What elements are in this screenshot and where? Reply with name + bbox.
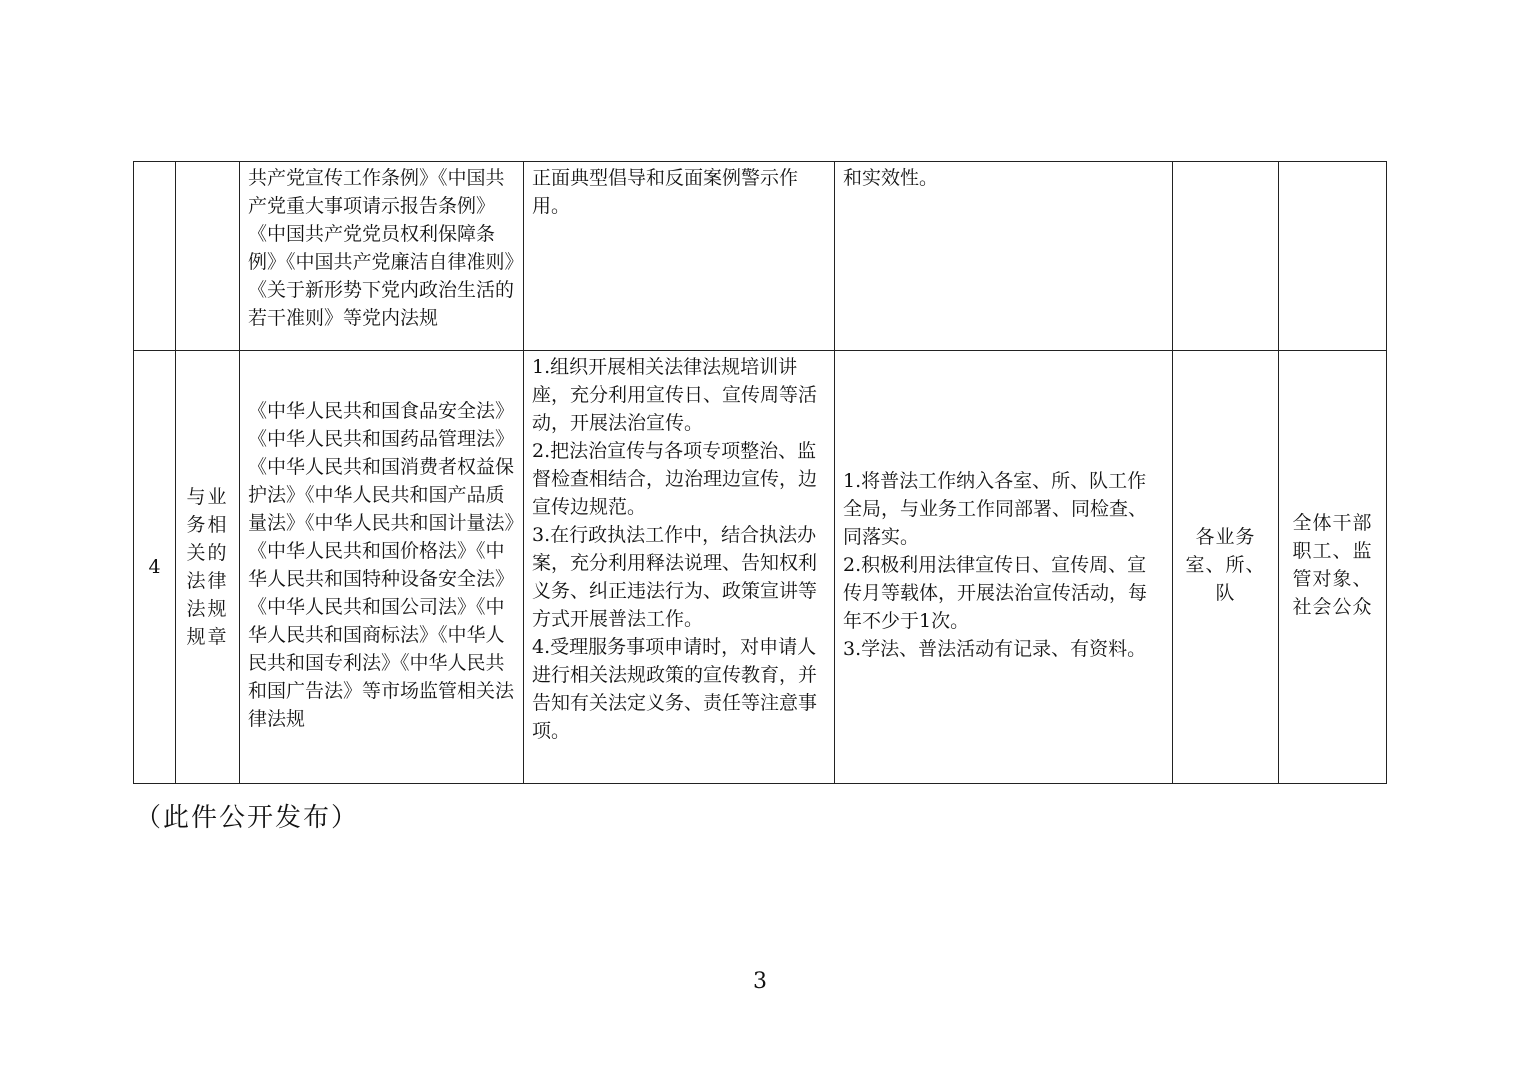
row-index-cell [134,162,176,351]
table-row [134,162,1387,351]
publication-note: （此件公开发布） [135,803,360,833]
row-index-cell: 4 [134,351,176,784]
law-publicity-table [133,161,1387,784]
requirements-cell: 1.将普法工作纳入各室、所、队工作全局，与业务工作同部署、同检查、同落实。 2.积极利用法律宣传日、宣传周、宣传月等载体，开展法治宣传活动，每年不少于1次。 3.学法、普法活动有记录、有资料。 [835,351,1173,784]
page-number: 3 [753,969,767,994]
category-cell [176,162,240,351]
responsible-unit-cell [1173,162,1279,351]
laws-cell: 《中华人民共和国食品安全法》《中华人民共和国药品管理法》《中华人民共和国消费者权益保护法》《中华人民共和国产品质量法》《中华人民共和国计量法》《中华人民共和国价格法》《中华人民共和国特种设备安全法》《中华人民共和国公司法》《中华人民共和国商标法》《中华人民共和国专利法》《中华人民共和国广告法》等市场监管相关法律法规 [240,351,524,784]
requirements-cell: 和实效性。 [835,162,1173,351]
target-audience-cell: 全体干部职工、监管对象、社会公众 [1279,351,1387,784]
category-cell: 与业务相关的法律法规规章 [176,351,240,784]
laws-cell: 共产党宣传工作条例》《中国共产党重大事项请示报告条例》《中国共产党党员权利保障条例》《中国共产党廉洁自律准则》《关于新形势下党内政治生活的若干准则》等党内法规 [240,162,524,351]
target-audience-cell [1279,162,1387,351]
measures-cell: 正面典型倡导和反面案例警示作用。 [524,162,835,351]
measures-cell: 1.组织开展相关法律法规培训讲座，充分利用宣传日、宣传周等活动，开展法治宣传。 2.把法治宣传与各项专项整治、监督检查相结合，边治理边宣传，边宣传边规范。 3.在行政执法工作中，结合执法办案，充分利用释法说理、告知权利义务、纠正违法行为、政策宣讲等方式开展普法工作。 4.受理服务事项申请时，对申请人进行相关法规政策的宣传教育，并告知有关法定义务、责任等注意事项。 [524,351,835,784]
responsible-unit-cell: 各业务室、所、队 [1173,351,1279,784]
table-row [134,351,1387,784]
